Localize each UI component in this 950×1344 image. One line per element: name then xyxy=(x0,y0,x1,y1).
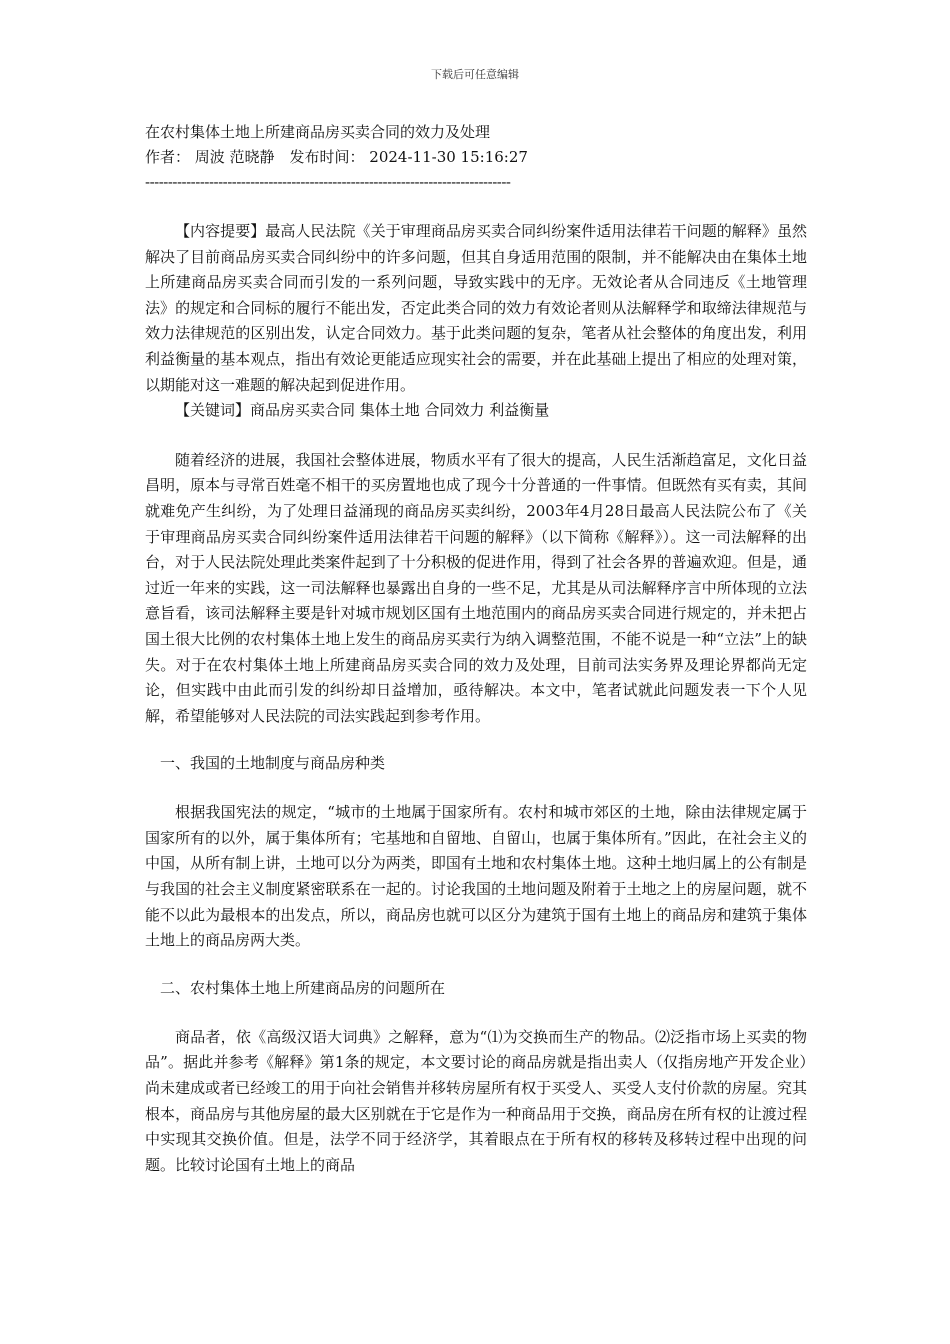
article-title: 在农村集体土地上所建商品房买卖合同的效力及处理 xyxy=(145,123,491,141)
header-note: 下载后可任意编辑 xyxy=(431,68,519,81)
section-1-heading: 一、我国的土地制度与商品房种类 xyxy=(160,754,386,773)
section-1-paragraph: 根据我国宪法的规定，“城市的土地属于国家所有。农村和城市郊区的土地，除由法律规定属于国家所有的以外，属于集体所有；宅基地和自留地、自留山，也属于集体所有。”因此，在社会主义的中国，从所有制上讲，土地可以分为两类，即国有土地和农村集体土地。这种土地归属上的公有制是与我国的社会主义制度紧密联系在一起的。讨论我国的土地问题及附着于土地之上的房屋问题，就不能不以此为最根本的出发点，所以，商品房也就可以区分为建筑于国有土地上的商品房和建筑于集体土地上的商品房两大类。 xyxy=(145,803,807,950)
section-2-paragraph: 商品者，依《高级汉语大词典》之解释，意为“⑴为交换而生产的物品。⑵泛指市场上买卖的物品”。据此并参考《解释》第1条的规定，本文要讨论的商品房就是指出卖人（仅指房地产开发企业）尚未建成或者已经竣工的用于向社会销售并移转房屋所有权于买受人、买受人支付价款的房屋。究其根本，商品房与其他房屋的最大区别就在于它是作为一种商品用于交换，商品房在所有权的让渡过程中实现其交换价值。但是，法学不同于经济学，其着眼点在于所有权的移转及移转过程中出现的问题。比较讨论国有土地上的商品 xyxy=(145,1027,807,1174)
article-body xyxy=(145,120,807,1178)
divider-line: -------------------------------------------------------------------------------- xyxy=(145,173,511,191)
abstract-paragraph: 【内容提要】最高人民法院《关于审理商品房买卖合同纠纷案件适用法律若干问题的解释》虽然解决了目前商品房买卖合同纠纷中的许多问题，但其自身适用范围的限制，并不能解决由在集体土地上所建商品房买卖合同而引发的一系列问题，导致实践中的无序。无效论者从合同违反《土地管理法》的规定和合同标的履行不能出发，否定此类合同的效力有效论者则从法解释学和取缔法律规范与效力法律规范的区别出发，认定合同效力。基于此类问题的复杂，笔者从社会整体的角度出发，利用利益衡量的基本观点，指出有效论更能适应现实社会的需要，并在此基础上提出了相应的处理对策，以期能对这一难题的解决起到促进作用。 xyxy=(145,222,807,394)
section-2-heading: 二、农村集体土地上所建商品房的问题所在 xyxy=(160,978,446,997)
keywords-line: 【关键词】商品房买卖合同 集体土地 合同效力 利益衡量 xyxy=(175,401,550,420)
intro-paragraph: 随着经济的进展，我国社会整体进展，物质水平有了很大的提高，人民生活渐趋富足，文化日益昌明，原本与寻常百姓毫不相干的买房置地也成了现今十分普通的一件事情。但既然有买有卖，其间就难免产生纠纷，为了处理日益涌现的商品房买卖纠纷，2003年4月28日最高人民法院公布了《关于审理商品房买卖合同纠纷案件适用法律若干问题的解释》（以下简称《解释》）。这一司法解释的出台，对于人民法院处理此类案件起到了十分积极的促进作用，得到了社会各界的普遍欢迎。但是，通过近一年来的实践，这一司法解释也暴露出自身的一些不足，尤其是从司法解释序言中所体现的立法意旨看，该司法解释主要是针对城市规划区国有土地范围内的商品房买卖合同进行规定的，并未把占国土很大比例的农村集体土地上发生的商品房买卖行为纳入调整范围，不能不说是一种“立法”上的缺失。对于在农村集体土地上所建商品房买卖合同的效力及处理，目前司法实务界及理论界都尚无定论，但实践中由此而引发的纠纷却日益增加，亟待解决。本文中，笔者试就此问题发表一下个人见解，希望能够对人民法院的司法实践起到参考作用。 xyxy=(145,450,807,725)
article-meta: 作者： 周波 范晓静 发布时间： 2024-11-30 15:16:27 xyxy=(145,148,528,166)
